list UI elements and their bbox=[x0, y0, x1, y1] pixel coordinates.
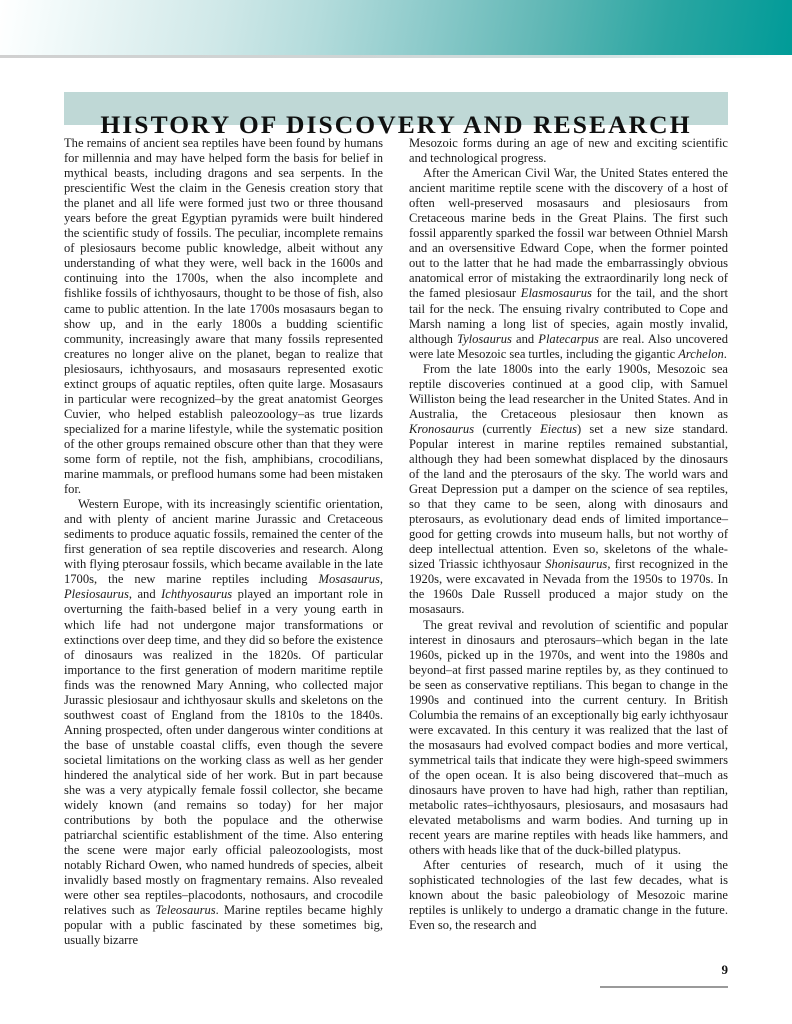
paragraph: Western Europe, with its increasingly scientific orientation, and with plenty of ancient marine Jurassic and Cretaceous sediments to produce aquatic fossils, remained the center of the first generation of sea reptile discoveries and research. Along with flying pterosaur fossils, which became available in the late 1700s, the new marine reptiles including Mosasaurus, Plesiosaurus, and Ichthyosaurus played an important role in overturning the faith-based belief in a very young earth in which life had not undergone major transformations or extinctions over deep time, and they did so before the existence of dinosaurs was realized in the 1820s. Of particular importance to the first generation of modern maritime reptile finds was the renowned Mary Anning, who collected major Jurassic plesiosaur and ichthyosaur skulls and skeletons on the southwest coast of England from the 1810s to the 1840s. Anning prospected, often under dangerous winter conditions at the base of unstable coastal cliffs, even though the severe societal limitations on the working class as well as her gender hindered the analytical side of her work. But in part because she was a very atypically female fossil collector, she became widely known (and remains so today) for her major contributions by both the populace and the otherwise patriarchal scientific establishment of the time. Also entering the scene were major early official paleozoologists, most notably Richard Owen, who named hundreds of species, albeit invalidly based mostly on fragmentary remains. Also revealed were other sea reptiles–placodonts, nothosaurs, and crocodile relatives such as Teleosaurus. Marine reptiles became highly popular with a public fascinated by these sometimes big, usually bizarre bbox=[64, 497, 383, 948]
page-number: 9 bbox=[721, 962, 728, 977]
paragraph: Mesozoic forms during an age of new and exciting scientific and technological progress. bbox=[409, 136, 728, 166]
article-body bbox=[64, 136, 728, 946]
right-text-column bbox=[409, 136, 728, 946]
header-gradient-banner bbox=[0, 0, 792, 55]
paragraph: After the American Civil War, the United States entered the ancient maritime reptile scene with the discovery of a host of often well-preserved mosasaurs and plesiosaurs from Cretaceous marine beds in the Great Plains. The first such fossil apparently sparked the fossil war between Othniel Marsh and an oversensitive Edward Cope, when the former pointed out to the latter that he had made the embarrassingly obvious anatomical error of mistaking the extraordinarily long neck of the famed plesiosaur Elasmosaurus for the tail, and the short tail for the neck. The ensuing rivalry contributed to Cope and Marsh naming a long list of species, again mostly invalid, although Tylosaurus and Platecarpus are real. Also uncovered were late Mesozoic sea turtles, including the gigantic Archelon. bbox=[409, 166, 728, 361]
paragraph: The remains of ancient sea reptiles have been found by humans for millennia and may have helped form the basis for belief in mythical beasts, including dragons and sea serpents. In the prescientific West the claim in the Genesis creation story that the planet and all life were formed just two or three thousand years before the great Egyptian pyramids were built hindered the scientific study of fossils. The peculiar, incomplete remains of plesiosaurs become public knowledge, albeit without any understanding of what they were, well back in the 1600s and continuing into the 1700s, when the also incomplete and fishlike fossils of ichthyosaurs, thought to be those of fish, also came to public attention. In the late 1700s mosasaurs began to show up, and in the early 1800s a budding scientific community, increasingly aware that many fossils represented creatures no longer alive on the planet, began to realize that plesiosaurs, ichthyosaurs, and mosasaurs represented exotic extinct groups of aquatic reptiles, often quite large. Mosasaurs in particular were recognized–by the great anatomist Georges Cuvier, who helped establish paleozoology–as true lizards specialized for a marine lifestyle, while the systematic position of the other groups remained obscure other than that they were some form of reptile, not the fish, amphibians, crocodilians, marine mammals, or preflood humans some had been mistaken for. bbox=[64, 136, 383, 497]
footer-rule bbox=[600, 986, 728, 988]
paragraph: From the late 1800s into the early 1900s, Mesozoic sea reptile discoveries continued at a good clip, with Samuel Williston being the lead researcher in the United States. And in Australia, the Cretaceous plesiosaur then known as Kronosaurus (currently Eiectus) set a new size standard. Popular interest in marine reptiles remained substantial, although they had been somewhat displaced by the dinosaurs of the land and the pterosaurs of the sky. The world wars and Great Depression put a damper on the science of sea reptiles, so that they came to be seen, along with dinosaurs and pterosaurs, as evolutionary dead ends of limited importance–good for getting crowds into museum halls, but not worthy of deep intellectual attention. Even so, skeletons of the whale-sized Triassic ichthyosaur Shonisaurus, first recognized in the 1920s, were excavated in Nevada from the 1950s to 1970s. In the 1960s Dale Russell produced a major study on the mosasaurs. bbox=[409, 361, 729, 617]
paragraph: After centuries of research, much of it using the sophisticated technologies of the last few decades, what is known about the basic paleobiology of Mesozoic marine reptiles is unlikely to undergo a dramatic change in the future. Even so, the research and bbox=[409, 858, 728, 933]
left-text-column bbox=[64, 136, 383, 946]
paragraph: The great revival and revolution of scientific and popular interest in dinosaurs and pterosaurs–which began in the late 1960s, picked up in the 1970s, and went into the 1980s and beyond–at first passed marine reptiles by, as they continued to be seen as conservative reptilians. This began to change in the 1990s and continued into the current century. In British Columbia the remains of an exceptionally big early ichthyosaur were excavated. In this century it was realized that the last of the mosasaurs had evolved compact bodies and more vertical, symmetrical tails that indicate they were high-speed swimmers of the open ocean. It is also being discovered that–much as dinosaurs have proven to have had high, rather than reptilian, metabolic rates–ichthyosaurs, plesiosaurs, and mosasaurs had elevated metabolisms and warm bodies. And turning up in recent years are marine reptiles with heads like hammers, and others with heads like that of the duck-billed platypus. bbox=[409, 617, 728, 858]
page-title: HISTORY OF DISCOVERY AND RESEARCH bbox=[100, 110, 692, 140]
header-banner-shadow-rule bbox=[0, 55, 792, 58]
